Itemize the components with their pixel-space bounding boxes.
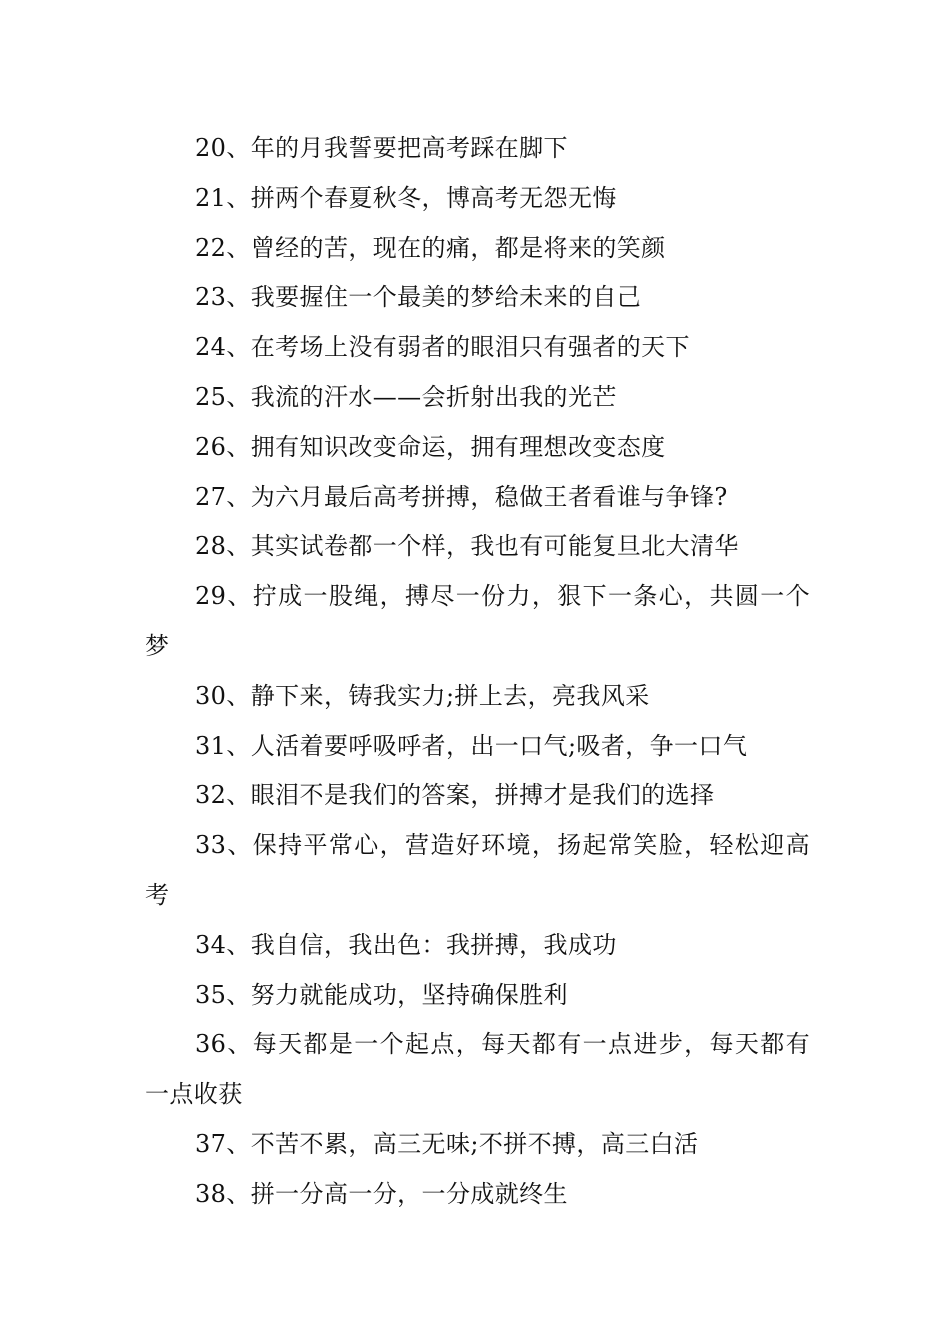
paragraph-22: 22、曾经的苦，现在的痛，都是将来的笑颜 [195, 233, 666, 262]
paragraph-28: 28、其实试卷都一个样，我也有可能复旦北大清华 [195, 532, 739, 561]
paragraph-27: 27、为六月最后高考拼搏，稳做王者看谁与争锋? [195, 482, 728, 511]
paragraph-37: 37、不苦不累，高三无味;不拼不搏，高三白活 [195, 1129, 699, 1158]
paragraph-29: 29、拧成一股绳，搏尽一份力，狠下一条心，共圆一个梦 [145, 582, 810, 660]
paragraph-33: 33、保持平常心，营造好环境，扬起常笑脸，轻松迎高考 [145, 831, 810, 909]
paragraph-23: 23、我要握住一个最美的梦给未来的自己 [195, 283, 642, 312]
paragraph-26: 26、拥有知识改变命运，拥有理想改变态度 [195, 432, 666, 461]
paragraph-21: 21、拼两个春夏秋冬，博高考无怨无悔 [195, 183, 617, 212]
paragraph-32: 32、眼泪不是我们的答案，拼搏才是我们的选择 [195, 781, 715, 810]
paragraph-25: 25、我流的汗水——会折射出我的光芒 [195, 382, 617, 411]
paragraph-24: 24、在考场上没有弱者的眼泪只有强者的天下 [195, 333, 690, 362]
document-body [145, 124, 810, 1220]
paragraph-34: 34、我自信，我出色：我拼搏，我成功 [195, 930, 617, 959]
paragraph-35: 35、努力就能成功，坚持确保胜利 [195, 980, 568, 1009]
paragraph-31: 31、人活着要呼吸呼者，出一口气;吸者，争一口气 [195, 731, 748, 760]
paragraph-38: 38、拼一分高一分，一分成就终生 [195, 1179, 568, 1208]
paragraph-30: 30、静下来，铸我实力;拼上去，亮我风采 [195, 681, 650, 710]
paragraph-20: 20、年的月我誓要把高考踩在脚下 [195, 134, 568, 162]
paragraph-36: 36、每天都是一个起点，每天都有一点进步，每天都有一点收获 [145, 1030, 810, 1109]
